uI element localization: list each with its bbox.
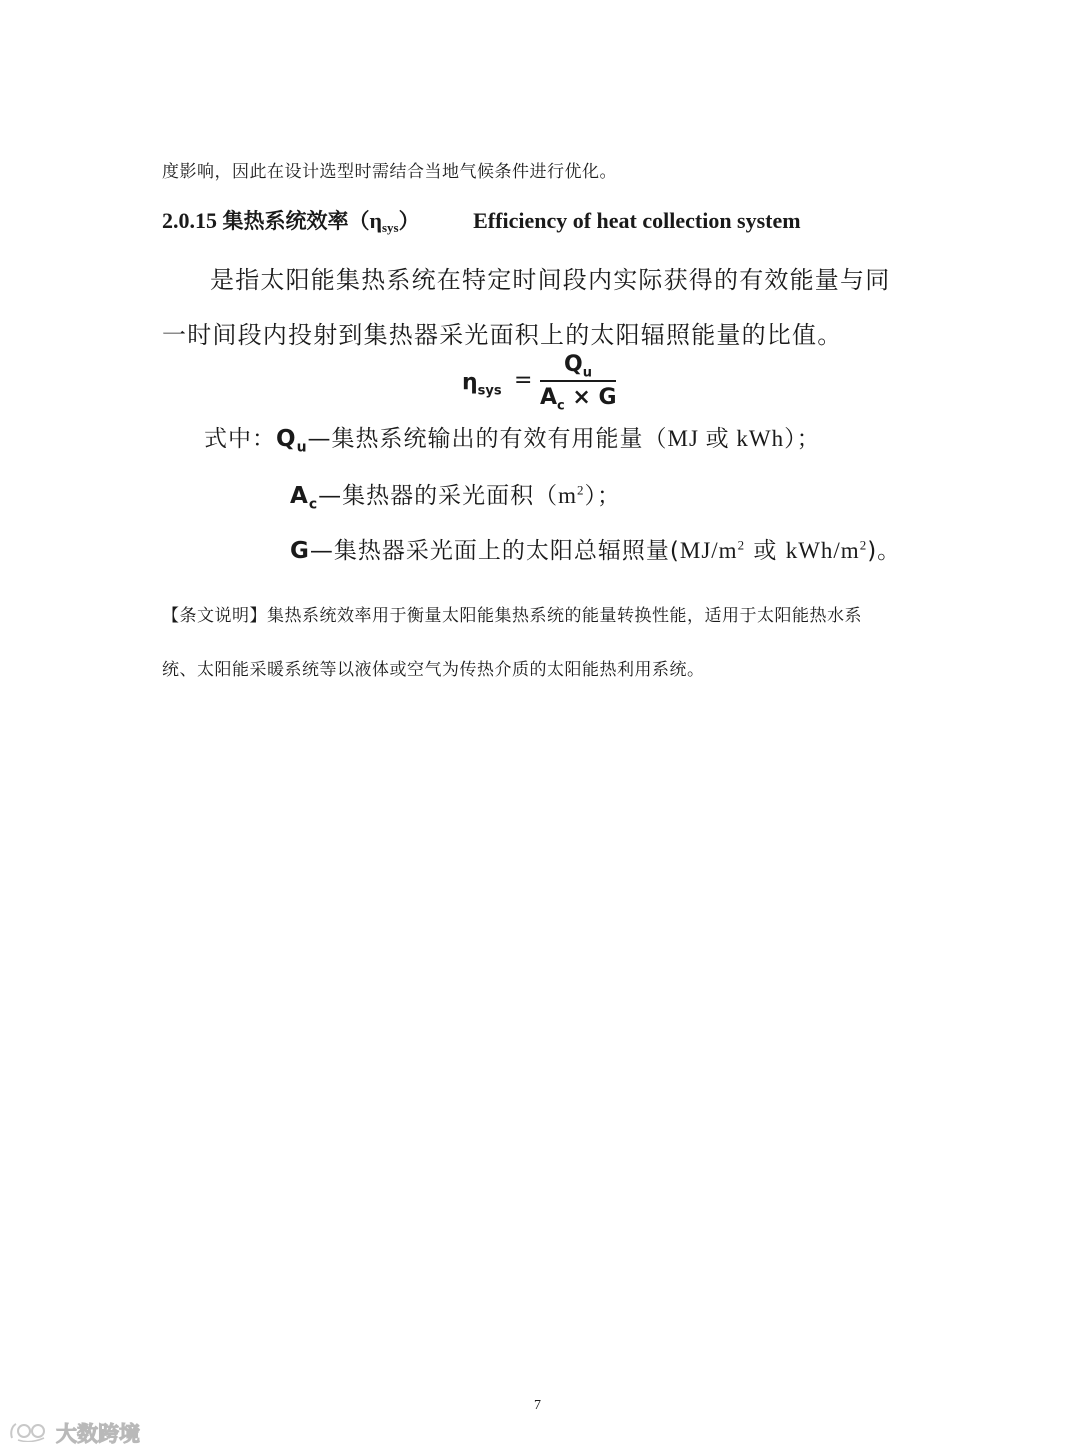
a-close: ）； bbox=[584, 483, 622, 509]
formula-eta: η bbox=[462, 370, 478, 395]
section-number: 2.0.15 bbox=[162, 208, 217, 233]
g-unit-2-sup: 2 bbox=[859, 537, 868, 553]
q-description: —集热系统输出的有效有用能量（ bbox=[307, 426, 668, 452]
formula-numerator bbox=[540, 352, 616, 381]
watermark bbox=[8, 1418, 148, 1444]
q-unit: MJ 或 kWh bbox=[667, 426, 785, 451]
g-mid: 或 bbox=[745, 538, 786, 564]
numerator-sub: u bbox=[582, 365, 592, 381]
eta-subscript: sys bbox=[382, 220, 399, 235]
g-unit-1: MJ/m bbox=[679, 538, 738, 563]
q-letter: Q bbox=[276, 426, 297, 452]
eta-symbol: η bbox=[369, 208, 382, 233]
page-number: 7 bbox=[534, 1398, 541, 1413]
formula-eta-sub: sys bbox=[477, 383, 502, 399]
variable-q bbox=[204, 420, 821, 456]
q-symbol bbox=[276, 426, 308, 456]
formula-equals: = bbox=[514, 368, 533, 393]
g-unit-1-sup: 2 bbox=[737, 537, 746, 553]
a-unit-sup: 2 bbox=[577, 482, 585, 498]
numerator-q: Q bbox=[564, 352, 583, 377]
watermark-logo-icon bbox=[8, 1420, 52, 1442]
variable-a bbox=[290, 477, 621, 513]
section-title-cn: 集热系统效率（ bbox=[222, 209, 370, 233]
a-unit: m bbox=[558, 483, 578, 508]
section-title-close: ） bbox=[398, 209, 420, 233]
note-line-2: 统、太阳能采暖系统等以液体或空气为传热介质的太阳能热利用系统。 bbox=[162, 660, 705, 680]
section-heading bbox=[162, 205, 801, 236]
fraction-bar bbox=[540, 380, 616, 382]
a-symbol bbox=[290, 483, 319, 513]
g-unit-group-2 bbox=[786, 538, 868, 563]
g-close: )。 bbox=[867, 538, 902, 564]
formula-lhs bbox=[462, 370, 502, 398]
formula-denominator bbox=[540, 384, 616, 412]
watermark-text: 大数跨境 bbox=[56, 1422, 140, 1446]
variables-prefix: 式中： bbox=[204, 426, 276, 452]
variable-g bbox=[290, 532, 901, 565]
a-letter: A bbox=[290, 483, 309, 509]
g-unit-2: kWh/m bbox=[785, 538, 860, 563]
denominator-a: A bbox=[540, 385, 558, 410]
a-unit-group bbox=[558, 483, 584, 508]
a-description: —集热器的采光面积（ bbox=[318, 483, 559, 509]
g-unit-group bbox=[680, 538, 745, 563]
section-title-en: Efficiency of heat collection system bbox=[473, 208, 801, 233]
g-symbol: G bbox=[290, 538, 310, 564]
note-line-1: 【条文说明】集热系统效率用于衡量太阳能集热系统的能量转换性能，适用于太阳能热水系 bbox=[162, 606, 862, 626]
formula-fraction bbox=[540, 352, 616, 412]
q-close: ）； bbox=[784, 426, 821, 452]
denominator-rest: × G bbox=[564, 385, 617, 410]
denominator-a-sub: c bbox=[557, 398, 565, 414]
q-subscript: u bbox=[296, 439, 308, 456]
g-description: —集热器采光面上的太阳总辐照量( bbox=[309, 538, 680, 564]
definition-line-1: 是指太阳能集热系统在特定时间段内实际获得的有效能量与同 bbox=[210, 266, 891, 294]
intro-line: 度影响，因此在设计选型时需结合当地气候条件进行优化。 bbox=[162, 162, 617, 182]
a-subscript: c bbox=[308, 496, 319, 513]
definition-line-2: 一时间段内投射到集热器采光面积上的太阳辐照能量的比值。 bbox=[162, 321, 843, 349]
